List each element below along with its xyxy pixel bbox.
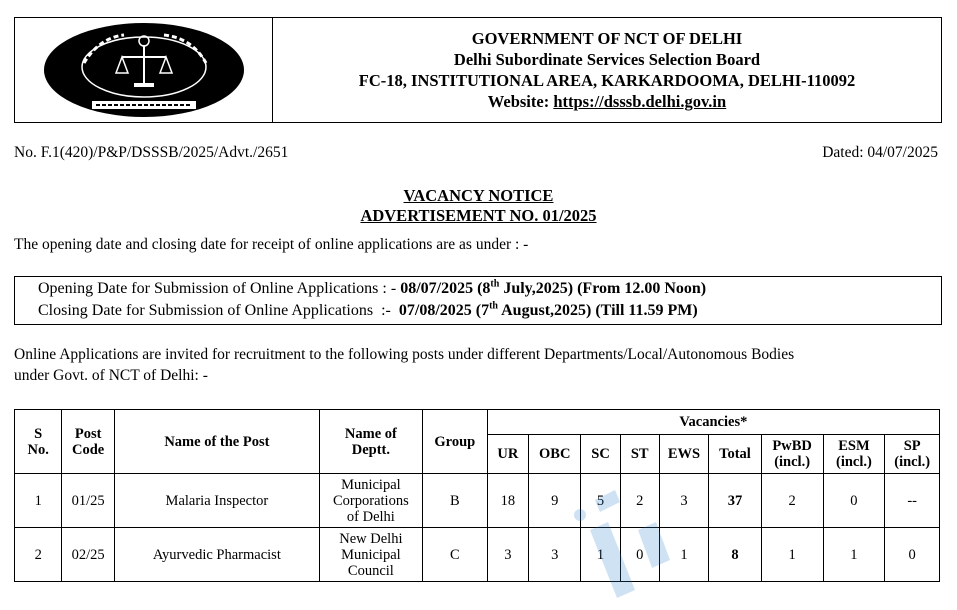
header-esm: ESM (incl.) [823,435,885,474]
reference-number: No. F.1(420)/P&P/DSSSB/2025/Advt./2651 [14,144,289,161]
letterhead [14,17,942,123]
cell-obc: 9 [528,474,581,528]
cell-sc: 1 [581,528,620,582]
header-ews: EWS [659,435,708,474]
cell-esm: 1 [823,528,885,582]
cell-post-code: 02/25 [62,528,115,582]
cell-ur: 3 [487,528,528,582]
cell-post-code: 01/25 [62,474,115,528]
cell-sp: -- [885,474,940,528]
closing-date-value: 07/08/2025 (7th August,2025) (Till 11.59 PM) [398,300,698,319]
org-line-3: FC-18, INSTITUTIONAL AREA, KARKARDOOMA, DELHI-110092 [358,71,856,90]
cell-ews: 1 [659,528,708,582]
cell-st: 0 [620,528,659,582]
dsssb-emblem-icon [44,23,244,117]
cell-st: 2 [620,474,659,528]
advertisement-number: ADVERTISEMENT NO. 01/2025 [360,206,597,225]
cell-post-name: Ayurvedic Pharmacist [114,528,319,582]
cell-group: B [422,474,487,528]
cell-sp: 0 [885,528,940,582]
cell-obc: 3 [528,528,581,582]
header-vacancies: Vacancies* [487,410,939,435]
letterhead-title [273,18,941,122]
application-dates-box [14,276,942,325]
cell-sno: 2 [15,528,62,582]
header-sno: S No. [15,410,62,474]
header-post-code: Post Code [62,410,115,474]
header-total: Total [709,435,762,474]
opening-date-line [38,278,941,300]
cell-esm: 0 [823,474,885,528]
website-link[interactable]: https://dsssb.delhi.gov.in [553,92,727,111]
closing-date-label: Closing Date for Submission of Online Applications :- [38,302,399,319]
cell-group: C [422,528,487,582]
closing-date-line [38,300,941,322]
org-line-1: GOVERNMENT OF NCT OF DELHI [471,29,743,48]
intro-posts-line-2: under Govt. of NCT of Delhi: - [14,367,208,384]
website-line [488,91,726,112]
intro-dates-text: The opening date and closing date for receipt of online applications are as under : - [14,236,529,253]
cell-department: New Delhi Municipal Council [319,528,422,582]
intro-posts-line-1: Online Applications are invited for recruitment to the following posts under different Departments/Local/Autonomous Bodies [14,346,795,363]
header-ur: UR [487,435,528,474]
cell-total: 37 [709,474,762,528]
notice-title: VACANCY NOTICE [403,186,554,205]
cell-sno: 1 [15,474,62,528]
cell-ews: 3 [659,474,708,528]
cell-ur: 18 [487,474,528,528]
header-sc: SC [581,435,620,474]
cell-department: Municipal Corporations of Delhi [319,474,422,528]
vacancy-table [14,409,940,582]
header-obc: OBC [528,435,581,474]
opening-date-value: 08/07/2025 (8th July,2025) (From 12.00 Noon) [400,278,707,297]
table-row [15,474,940,528]
header-st: ST [620,435,659,474]
opening-date-label: Opening Date for Submission of Online Applications : - [38,280,401,297]
logo-cell [15,18,273,122]
cell-pwbd: 1 [761,528,823,582]
header-group: Group [422,410,487,474]
header-pwbd: PwBD (incl.) [761,435,823,474]
header-sp: SP (incl.) [885,435,940,474]
table-row [15,528,940,582]
header-department: Name of Deptt. [319,410,422,474]
cell-pwbd: 2 [761,474,823,528]
cell-total: 8 [709,528,762,582]
dated: Dated: 04/07/2025 [822,144,938,161]
website-label: Website: [487,92,554,111]
org-line-2: Delhi Subordinate Services Selection Board [453,50,761,69]
cell-sc: 5 [581,474,620,528]
cell-post-name: Malaria Inspector [114,474,319,528]
header-post-name: Name of the Post [114,410,319,474]
